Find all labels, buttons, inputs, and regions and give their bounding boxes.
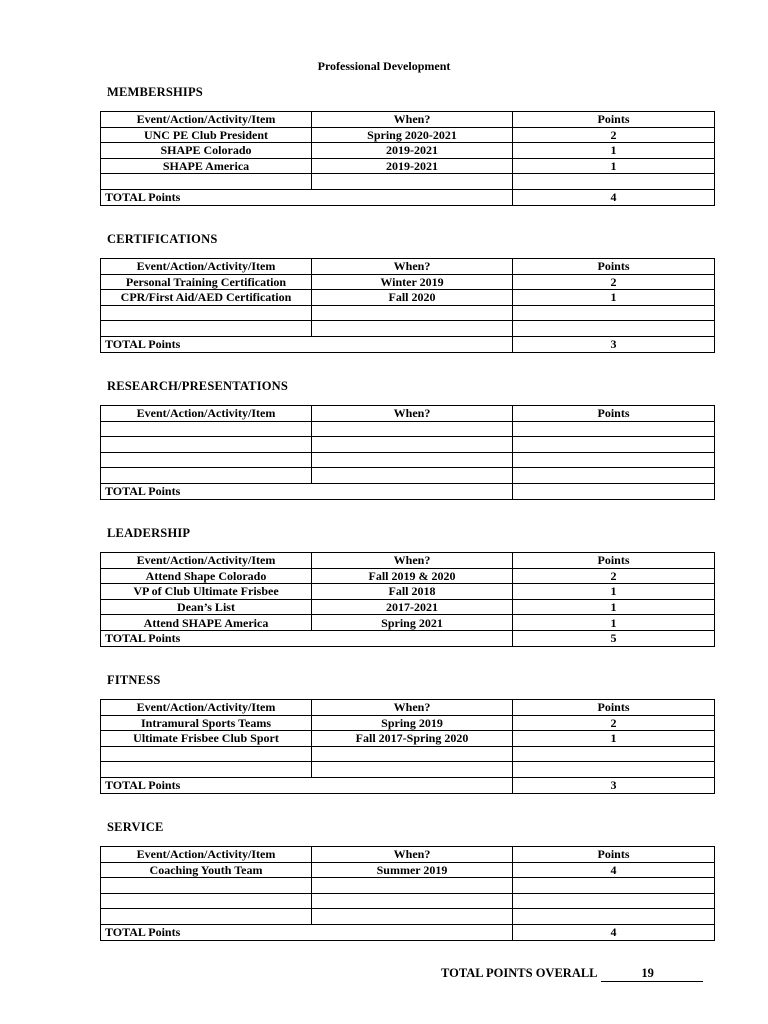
cell-points: 1 bbox=[513, 143, 715, 159]
table-row bbox=[101, 127, 715, 143]
section-research-presentations bbox=[100, 379, 714, 500]
cell-points: 2 bbox=[513, 715, 715, 731]
cell-item: UNC PE Club President bbox=[101, 127, 312, 143]
total-row bbox=[101, 630, 715, 646]
cell-points: 4 bbox=[513, 862, 715, 878]
section-leadership bbox=[100, 526, 714, 647]
header-when: When? bbox=[312, 406, 513, 422]
total-row bbox=[101, 777, 715, 793]
table-header-row bbox=[101, 700, 715, 716]
section-certifications bbox=[100, 232, 714, 353]
total-points-value: 5 bbox=[513, 630, 715, 646]
cell-when: Spring 2019 bbox=[312, 715, 513, 731]
header-item: Event/Action/Activity/Item bbox=[101, 259, 312, 275]
cell-item: Attend Shape Colorado bbox=[101, 568, 312, 584]
cell-item bbox=[101, 174, 312, 190]
cell-item bbox=[101, 321, 312, 337]
table-row bbox=[101, 321, 715, 337]
cell-item: Dean’s List bbox=[101, 599, 312, 615]
cell-item bbox=[101, 437, 312, 453]
table-row bbox=[101, 762, 715, 778]
total-label: TOTAL Points bbox=[101, 924, 513, 940]
cell-points bbox=[513, 174, 715, 190]
cell-points: 2 bbox=[513, 568, 715, 584]
total-label: TOTAL Points bbox=[101, 336, 513, 352]
cell-points: 2 bbox=[513, 274, 715, 290]
section-service bbox=[100, 820, 714, 941]
points-table bbox=[100, 552, 715, 647]
cell-item: Attend SHAPE America bbox=[101, 615, 312, 631]
table-row bbox=[101, 731, 715, 747]
table-row bbox=[101, 274, 715, 290]
total-row bbox=[101, 336, 715, 352]
cell-points: 1 bbox=[513, 599, 715, 615]
cell-when bbox=[312, 909, 513, 925]
cell-when bbox=[312, 421, 513, 437]
points-table bbox=[100, 111, 715, 206]
total-points-value: 4 bbox=[513, 189, 715, 205]
table-header-row bbox=[101, 847, 715, 863]
cell-points bbox=[513, 909, 715, 925]
cell-points bbox=[513, 468, 715, 484]
table-row bbox=[101, 909, 715, 925]
cell-when: Fall 2018 bbox=[312, 584, 513, 600]
table-row bbox=[101, 421, 715, 437]
header-when: When? bbox=[312, 847, 513, 863]
cell-points bbox=[513, 746, 715, 762]
total-row bbox=[101, 924, 715, 940]
table-row bbox=[101, 143, 715, 159]
section-fitness bbox=[100, 673, 714, 794]
cell-item bbox=[101, 421, 312, 437]
table-row bbox=[101, 862, 715, 878]
cell-points bbox=[513, 321, 715, 337]
table-row bbox=[101, 305, 715, 321]
points-table bbox=[100, 258, 715, 353]
total-label: TOTAL Points bbox=[101, 630, 513, 646]
table-row bbox=[101, 452, 715, 468]
cell-when bbox=[312, 452, 513, 468]
total-points-value bbox=[513, 483, 715, 499]
cell-points bbox=[513, 893, 715, 909]
cell-item: CPR/First Aid/AED Certification bbox=[101, 290, 312, 306]
header-item: Event/Action/Activity/Item bbox=[101, 112, 312, 128]
cell-points bbox=[513, 452, 715, 468]
cell-when bbox=[312, 893, 513, 909]
cell-points: 1 bbox=[513, 615, 715, 631]
header-points: Points bbox=[513, 700, 715, 716]
cell-when: 2019-2021 bbox=[312, 143, 513, 159]
cell-points: 2 bbox=[513, 127, 715, 143]
section-heading: FITNESS bbox=[107, 673, 161, 687]
cell-when: Winter 2019 bbox=[312, 274, 513, 290]
cell-when: Spring 2020-2021 bbox=[312, 127, 513, 143]
cell-item bbox=[101, 878, 312, 894]
table-row bbox=[101, 878, 715, 894]
cell-points: 1 bbox=[513, 290, 715, 306]
section-heading: SERVICE bbox=[107, 820, 164, 834]
cell-when: 2017-2021 bbox=[312, 599, 513, 615]
section-memberships bbox=[100, 85, 714, 206]
points-table bbox=[100, 846, 715, 941]
cell-when bbox=[312, 468, 513, 484]
table-row bbox=[101, 599, 715, 615]
cell-when: Summer 2019 bbox=[312, 862, 513, 878]
table-row bbox=[101, 746, 715, 762]
cell-item: Coaching Youth Team bbox=[101, 862, 312, 878]
cell-item bbox=[101, 762, 312, 778]
cell-when: Spring 2021 bbox=[312, 615, 513, 631]
table-row bbox=[101, 158, 715, 174]
cell-item: VP of Club Ultimate Frisbee bbox=[101, 584, 312, 600]
header-when: When? bbox=[312, 553, 513, 569]
total-points-value: 3 bbox=[513, 336, 715, 352]
total-label: TOTAL Points bbox=[101, 189, 513, 205]
table-row bbox=[101, 437, 715, 453]
header-item: Event/Action/Activity/Item bbox=[101, 553, 312, 569]
cell-when bbox=[312, 746, 513, 762]
cell-when: Fall 2019 & 2020 bbox=[312, 568, 513, 584]
table-row bbox=[101, 290, 715, 306]
table-row bbox=[101, 893, 715, 909]
table-row bbox=[101, 174, 715, 190]
cell-when: 2019-2021 bbox=[312, 158, 513, 174]
cell-item bbox=[101, 909, 312, 925]
cell-item bbox=[101, 468, 312, 484]
header-item: Event/Action/Activity/Item bbox=[101, 700, 312, 716]
total-label: TOTAL Points bbox=[101, 483, 513, 499]
table-header-row bbox=[101, 112, 715, 128]
table-row bbox=[101, 568, 715, 584]
cell-when bbox=[312, 174, 513, 190]
cell-when bbox=[312, 878, 513, 894]
table-header-row bbox=[101, 553, 715, 569]
cell-item: SHAPE America bbox=[101, 158, 312, 174]
cell-points bbox=[513, 762, 715, 778]
section-heading: MEMBERSHIPS bbox=[107, 85, 203, 99]
table-header-row bbox=[101, 406, 715, 422]
cell-when bbox=[312, 437, 513, 453]
cell-item: Personal Training Certification bbox=[101, 274, 312, 290]
total-row bbox=[101, 483, 715, 499]
total-points-overall-value: 19 bbox=[641, 966, 654, 980]
cell-when bbox=[312, 321, 513, 337]
cell-points bbox=[513, 421, 715, 437]
total-label: TOTAL Points bbox=[101, 777, 513, 793]
header-item: Event/Action/Activity/Item bbox=[101, 847, 312, 863]
total-row bbox=[101, 189, 715, 205]
cell-item bbox=[101, 452, 312, 468]
cell-item bbox=[101, 746, 312, 762]
cell-points: 1 bbox=[513, 584, 715, 600]
header-item: Event/Action/Activity/Item bbox=[101, 406, 312, 422]
cell-when: Fall 2017-Spring 2020 bbox=[312, 731, 513, 747]
section-heading: CERTIFICATIONS bbox=[107, 232, 218, 246]
section-heading: RESEARCH/PRESENTATIONS bbox=[107, 379, 289, 393]
cell-when: Fall 2020 bbox=[312, 290, 513, 306]
header-points: Points bbox=[513, 406, 715, 422]
points-table bbox=[100, 405, 715, 500]
total-points-value: 4 bbox=[513, 924, 715, 940]
cell-points bbox=[513, 878, 715, 894]
cell-points bbox=[513, 437, 715, 453]
cell-item: Ultimate Frisbee Club Sport bbox=[101, 731, 312, 747]
total-points-overall-label: TOTAL POINTS OVERALL bbox=[441, 966, 598, 980]
total-points-overall-blank bbox=[601, 966, 703, 982]
cell-when bbox=[312, 762, 513, 778]
points-table bbox=[100, 699, 715, 794]
header-when: When? bbox=[312, 259, 513, 275]
document-title: Professional Development bbox=[317, 59, 451, 73]
header-when: When? bbox=[312, 700, 513, 716]
cell-points bbox=[513, 305, 715, 321]
cell-points: 1 bbox=[513, 731, 715, 747]
table-row bbox=[101, 584, 715, 600]
total-points-value: 3 bbox=[513, 777, 715, 793]
cell-item bbox=[101, 893, 312, 909]
section-heading: LEADERSHIP bbox=[107, 526, 191, 540]
header-points: Points bbox=[513, 112, 715, 128]
header-points: Points bbox=[513, 847, 715, 863]
cell-item: SHAPE Colorado bbox=[101, 143, 312, 159]
total-points-overall bbox=[441, 966, 703, 982]
header-when: When? bbox=[312, 112, 513, 128]
table-row bbox=[101, 715, 715, 731]
cell-item: Intramural Sports Teams bbox=[101, 715, 312, 731]
cell-points: 1 bbox=[513, 158, 715, 174]
header-points: Points bbox=[513, 259, 715, 275]
table-row bbox=[101, 615, 715, 631]
cell-item bbox=[101, 305, 312, 321]
cell-when bbox=[312, 305, 513, 321]
table-row bbox=[101, 468, 715, 484]
header-points: Points bbox=[513, 553, 715, 569]
table-header-row bbox=[101, 259, 715, 275]
